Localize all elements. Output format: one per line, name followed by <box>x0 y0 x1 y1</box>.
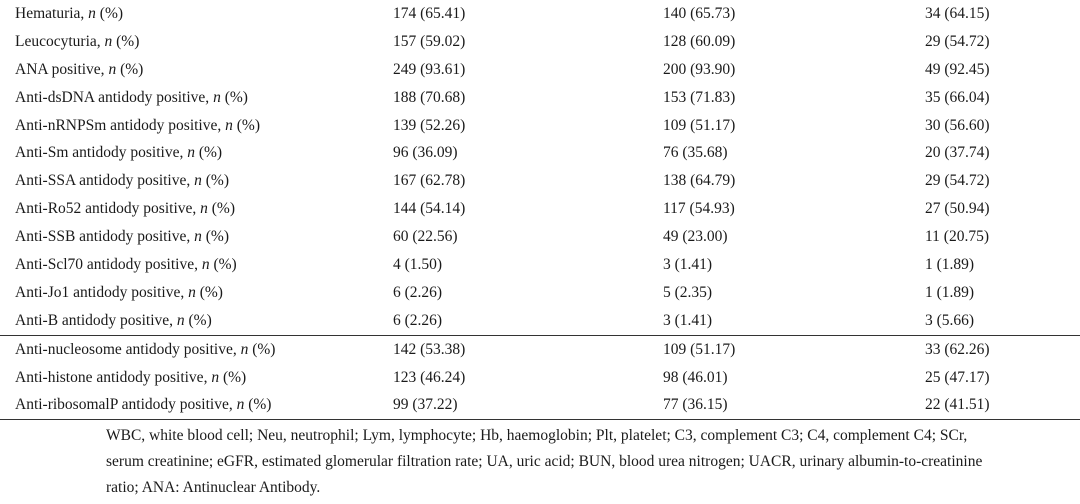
row-label-n: n <box>213 88 221 106</box>
row-label-unit: (%) <box>95 4 124 22</box>
cell-col-1: 157 (59.02) <box>393 32 466 50</box>
table-row <box>0 391 1080 419</box>
cell-col-2: 5 (2.35) <box>663 283 713 301</box>
cell-col-1: 249 (93.61) <box>393 60 466 78</box>
row-label <box>0 195 393 223</box>
cell-col-1: 139 (52.26) <box>393 116 466 134</box>
cell-col-2: 49 (23.00) <box>663 228 728 246</box>
table-row <box>0 195 1080 223</box>
row-label <box>0 84 393 112</box>
row-label-unit: (%) <box>201 228 229 246</box>
row-label-unit: (%) <box>112 32 140 50</box>
cell-col-1: 60 (22.56) <box>393 228 458 246</box>
row-label-text: Anti-Sm antidody positive, <box>15 144 188 162</box>
row-label-unit: (%) <box>207 200 236 218</box>
row-label-unit: (%) <box>244 396 272 414</box>
cell-col-1: 167 (62.78) <box>393 172 466 190</box>
row-label-n: n <box>194 172 202 190</box>
table-row <box>0 364 1080 392</box>
cell-col-2: 138 (64.79) <box>663 172 736 190</box>
cell-col-3: 35 (66.04) <box>925 88 990 106</box>
table-row <box>0 139 1080 167</box>
row-label <box>0 391 393 419</box>
row-label-unit: (%) <box>184 311 212 329</box>
row-label-unit: (%) <box>201 172 229 190</box>
cell-col-3: 29 (54.72) <box>925 32 990 50</box>
row-label-unit: (%) <box>232 116 260 134</box>
row-label <box>0 167 393 195</box>
row-label-n: n <box>194 228 202 246</box>
table-row <box>0 223 1080 251</box>
cell-col-2: 109 (51.17) <box>663 335 925 363</box>
table-footnote: WBC, white blood cell; Neu, neutrophil; Lym, lymphocyte; Hb, haemoglobin; Plt, platelet; C3, complement C3; C4, complement C4; SCr, serum creatinine; eGFR, estimated glomerular filtration rate; UA, uric acid; BUN, blood urea nitrogen; UACR, urinary albumin-to-creatinine ratio; ANA: Antinuclear Antibody. <box>106 427 983 496</box>
row-label-text: Anti-histone antidody positive, <box>15 368 212 386</box>
cell-col-1: 6 (2.26) <box>393 311 443 329</box>
row-label-text: Leucocyturia, <box>15 32 105 50</box>
cell-col-3: 33 (62.26) <box>925 335 1080 363</box>
table-row <box>0 167 1080 195</box>
cell-col-2: 140 (65.73) <box>663 4 736 22</box>
row-label-n: n <box>108 60 117 78</box>
table-row <box>0 251 1080 279</box>
cell-col-1: 99 (37.22) <box>393 391 663 419</box>
cell-col-2: 117 (54.93) <box>663 200 735 218</box>
cell-col-2: 3 (1.41) <box>663 311 713 329</box>
row-label-n: n <box>188 283 196 301</box>
row-label-text: ANA positive, <box>15 60 109 78</box>
table-row <box>0 84 1080 112</box>
cell-col-1: 144 (54.14) <box>393 200 466 218</box>
row-label-text: Hematuria, <box>15 4 89 22</box>
table-row <box>0 0 1080 28</box>
row-label-text: Anti-ribosomalP antidody positive, <box>15 396 237 414</box>
row-label <box>0 364 393 392</box>
row-label-n: n <box>187 144 195 162</box>
cell-col-2: 200 (93.90) <box>663 60 736 78</box>
row-label <box>0 0 393 28</box>
row-label-text: Anti-Ro52 antidody positive, <box>15 200 201 218</box>
row-label-unit: (%) <box>220 88 248 106</box>
cell-col-3: 27 (50.94) <box>925 200 990 218</box>
row-label-n: n <box>225 116 233 134</box>
row-label <box>0 251 393 279</box>
cell-col-2: 109 (51.17) <box>663 116 736 134</box>
row-label-text: Anti-nRNPSm antidody positive, <box>15 116 226 134</box>
table-row <box>0 279 1080 307</box>
cell-col-3: 3 (5.66) <box>925 311 975 329</box>
row-label <box>0 28 393 56</box>
row-label-text: Anti-dsDNA antidody positive, <box>15 88 214 106</box>
cell-col-3: 34 (64.15) <box>925 4 990 22</box>
cell-col-3: 25 (47.17) <box>925 368 990 386</box>
cell-col-3: 11 (20.75) <box>925 228 989 246</box>
cell-col-3: 20 (37.74) <box>925 144 990 162</box>
row-label <box>0 56 393 84</box>
row-label-n: n <box>236 396 245 414</box>
row-label-unit: (%) <box>195 283 223 301</box>
row-label-unit: (%) <box>116 60 144 78</box>
row-label <box>0 139 393 167</box>
row-label-unit: (%) <box>209 255 237 273</box>
row-label-text: Anti-Jo1 antidody positive, <box>15 283 189 301</box>
cell-col-2: 128 (60.09) <box>663 32 736 50</box>
row-label-unit: (%) <box>219 368 247 386</box>
row-label-text: Anti-Scl70 antidody positive, <box>15 255 202 273</box>
cell-col-2: 3 (1.41) <box>663 255 713 273</box>
row-label-text: Anti-SSA antidody positive, <box>15 172 195 190</box>
row-label <box>0 335 393 363</box>
cell-col-1: 174 (65.41) <box>393 4 466 22</box>
cell-col-3: 1 (1.89) <box>925 283 975 301</box>
row-label-n: n <box>104 32 113 50</box>
row-label <box>0 223 393 251</box>
cell-col-1: 123 (46.24) <box>393 368 466 386</box>
cell-col-1: 188 (70.68) <box>393 88 466 106</box>
table-row <box>0 335 1080 363</box>
row-label-n: n <box>176 311 185 329</box>
row-label <box>0 307 393 335</box>
row-label-text: Anti-B antidody positive, <box>15 311 177 329</box>
row-label-text: Anti-SSB antidody positive, <box>15 228 195 246</box>
cell-col-3: 49 (92.45) <box>925 60 990 78</box>
cell-col-3: 29 (54.72) <box>925 172 990 190</box>
row-label-n: n <box>211 368 220 386</box>
cell-col-1: 4 (1.50) <box>393 255 443 273</box>
cell-col-2: 76 (35.68) <box>663 144 728 162</box>
cell-col-2: 98 (46.01) <box>663 368 728 386</box>
cell-col-1: 142 (53.38) <box>393 335 663 363</box>
row-label-n: n <box>240 340 249 358</box>
table-row <box>0 28 1080 56</box>
row-label-text: Anti-nucleosome antidody positive, <box>15 340 241 358</box>
table-row <box>0 56 1080 84</box>
row-label-n: n <box>201 255 210 273</box>
cell-col-3: 22 (41.51) <box>925 391 1080 419</box>
cell-col-1: 6 (2.26) <box>393 283 443 301</box>
cell-col-2: 153 (71.83) <box>663 88 736 106</box>
table-row <box>0 307 1080 335</box>
cell-col-3: 30 (56.60) <box>925 116 990 134</box>
row-label-unit: (%) <box>194 144 223 162</box>
cell-col-3: 1 (1.89) <box>925 255 975 273</box>
row-label-n: n <box>88 4 96 22</box>
cell-col-1: 96 (36.09) <box>393 144 458 162</box>
row-label <box>0 279 393 307</box>
cell-col-2: 77 (36.15) <box>663 391 925 419</box>
table-row <box>0 112 1080 140</box>
row-label-n: n <box>200 200 208 218</box>
row-label <box>0 112 393 140</box>
row-label-unit: (%) <box>248 340 276 358</box>
